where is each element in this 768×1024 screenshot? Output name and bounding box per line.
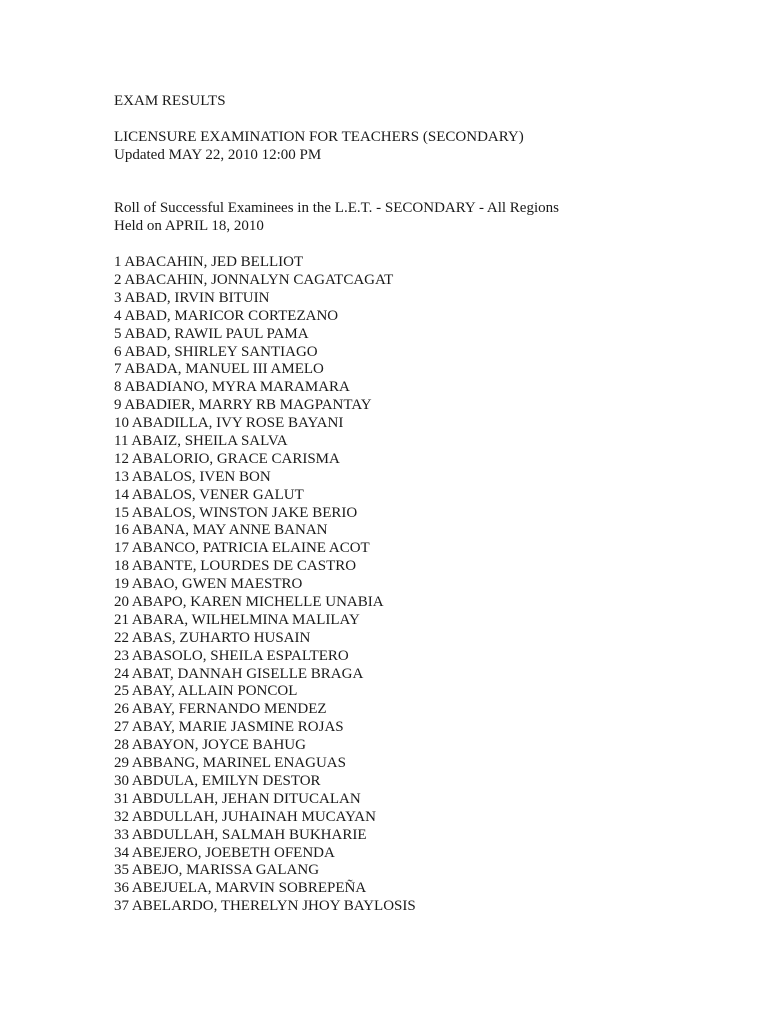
document-title: EXAM RESULTS [114, 93, 226, 109]
examinee-entry: 31 ABDULLAH, JEHAN DITUCALAN [114, 790, 361, 807]
examinee-entry: 22 ABAS, ZUHARTO HUSAIN [114, 629, 311, 646]
examinee-entry: 30 ABDULA, EMILYN DESTOR [114, 772, 321, 789]
examinee-entry: 29 ABBANG, MARINEL ENAGUAS [114, 755, 346, 772]
examinee-entry: 27 ABAY, MARIE JASMINE ROJAS [114, 719, 344, 736]
examinee-entry: 24 ABAT, DANNAH GISELLE BRAGA [114, 665, 364, 682]
examinee-entry: 2 ABACAHIN, JONNALYN CAGATCAGAT [114, 272, 394, 288]
examinee-entry: 23 ABASOLO, SHEILA ESPALTERO [114, 647, 349, 664]
examinee-entry: 34 ABEJERO, JOEBETH OFENDA [114, 844, 335, 861]
examinee-entry: 11 ABAIZ, SHEILA SALVA [114, 433, 288, 450]
spacer [114, 165, 714, 201]
examinee-entry: 35 ABEJO, MARISSA GALANG [114, 862, 320, 879]
examinee-entry: 25 ABAY, ALLAIN PONCOL [114, 683, 298, 700]
examinee-entry: 36 ABEJUELA, MARVIN SOBREPEÑA [114, 880, 367, 897]
examinee-entry: 10 ABADILLA, IVY ROSE BAYANI [114, 415, 344, 432]
examinee-entry: 26 ABAY, FERNANDO MENDEZ [114, 701, 327, 718]
spacer [114, 111, 714, 129]
examinee-entry: 18 ABANTE, LOURDES DE CASTRO [114, 558, 357, 575]
examinee-entry: 28 ABAYON, JOYCE BAHUG [114, 737, 306, 754]
examinee-entry: 6 ABAD, SHIRLEY SANTIAGO [114, 343, 318, 360]
examinee-entry: 37 ABELARDO, THERELYN JHOY BAYLOSIS [114, 898, 416, 915]
examinee-entry: 1 ABACAHIN, JED BELLIOT [114, 254, 304, 271]
examinee-entry: 8 ABADIANO, MYRA MARAMARA [114, 379, 350, 396]
roll-heading: Roll of Successful Examinees in the L.E.T. - SECONDARY - All Regions [114, 200, 559, 217]
examinee-entry: 5 ABAD, RAWIL PAUL PAMA [114, 325, 309, 342]
examinee-entry: 13 ABALOS, IVEN BON [114, 468, 271, 485]
exam-name: LICENSURE EXAMINATION FOR TEACHERS (SECONDARY) [114, 128, 524, 145]
held-on-date: Held on APRIL 18, 2010 [114, 218, 264, 235]
examinee-entry: 32 ABDULLAH, JUHAINAH MUCAYAN [114, 808, 376, 825]
examinee-entry: 16 ABANA, MAY ANNE BANAN [114, 522, 328, 539]
examinee-entry: 12 ABALORIO, GRACE CARISMA [114, 450, 340, 467]
examinee-list [114, 254, 714, 916]
document-body [114, 93, 714, 916]
examinee-entry: 15 ABALOS, WINSTON JAKE BERIO [114, 504, 358, 521]
examinee-entry: 33 ABDULLAH, SALMAH BUKHARIE [114, 826, 367, 843]
examinee-entry: 21 ABARA, WILHELMINA MALILAY [114, 611, 360, 628]
updated-timestamp: Updated MAY 22, 2010 12:00 PM [114, 146, 322, 163]
examinee-entry: 3 ABAD, IRVIN BITUIN [114, 289, 270, 306]
spacer [114, 236, 714, 254]
examinee-entry: 17 ABANCO, PATRICIA ELAINE ACOT [114, 540, 370, 557]
examinee-entry: 14 ABALOS, VENER GALUT [114, 486, 304, 503]
examinee-entry: 20 ABAPO, KAREN MICHELLE UNABIA [114, 594, 384, 611]
examinee-entry: 19 ABAO, GWEN MAESTRO [114, 576, 303, 593]
examinee-entry: 7 ABADA, MANUEL III AMELO [114, 361, 324, 378]
examinee-entry: 9 ABADIER, MARRY RB MAGPANTAY [114, 397, 372, 414]
examinee-entry: 4 ABAD, MARICOR CORTEZANO [114, 307, 339, 324]
